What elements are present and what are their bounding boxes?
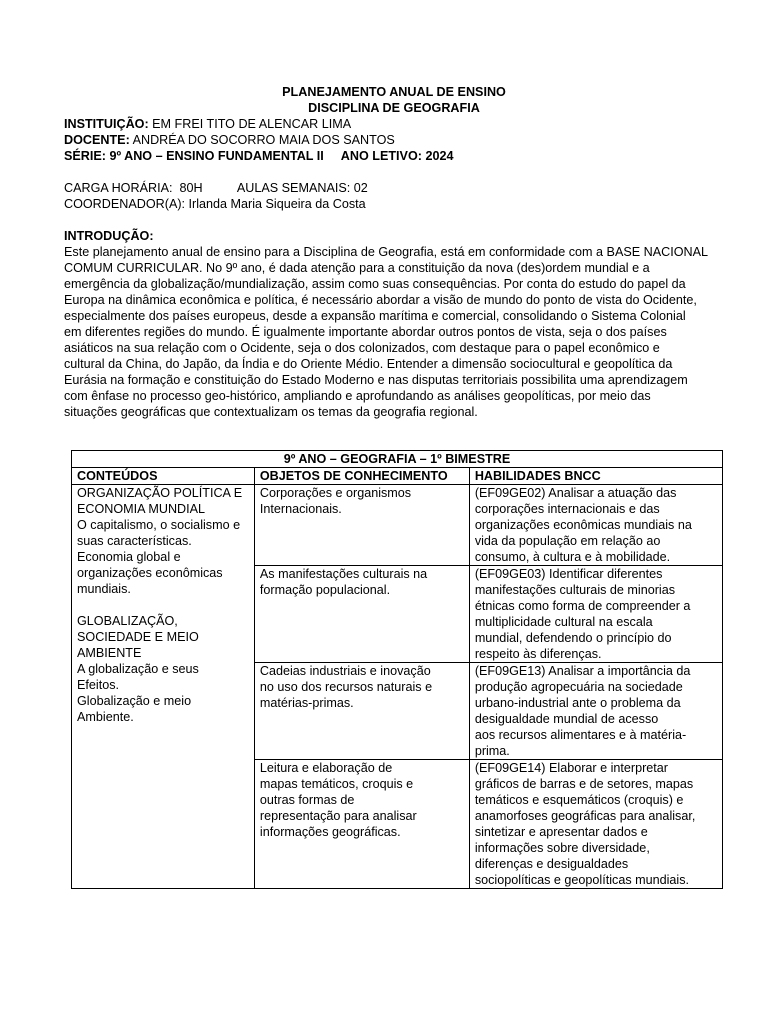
carga-horaria-line: CARGA HORÁRIA: 80H AULAS SEMANAIS: 02 (64, 181, 368, 195)
objeto-line: outras formas de (259, 793, 355, 807)
habilidade-line: aos recursos alimentares e à matéria- (474, 728, 687, 742)
habilidade-line: consumo, à cultura e à mobilidade. (474, 550, 671, 564)
conteudo-line: Economia global e (77, 550, 181, 564)
habilidade-line: sintetizar e apresentar dados e (474, 825, 648, 839)
document-page (64, 84, 724, 420)
intro-line: Eurásia na formação e constituição do Estado Moderno e nas disputas territoriais possibilita uma aprendizagem (64, 373, 688, 387)
conteudo-line: AMBIENTE (77, 646, 142, 660)
habilidade-line: produção agropecuária na sociedade (474, 680, 683, 694)
intro-line: em diferentes regiões do mundo. É igualmente importante abordar outros pontos de vista, seja o dos países (64, 325, 667, 339)
conteudo-line: Ambiente. (77, 710, 134, 724)
conteudo-line: mundiais. (77, 582, 131, 596)
objeto-cell (254, 663, 469, 760)
habilidade-line: desigualdade mundial de acesso (474, 712, 659, 726)
conteudo-line: suas características. (77, 534, 192, 548)
habilidade-line: respeito às diferenças. (474, 647, 602, 661)
coordenador-line: COORDENADOR(A): Irlanda Maria Siqueira da Costa (64, 197, 366, 211)
habilidade-line: (EF09GE02) Analisar a atuação das (474, 486, 677, 500)
objeto-line: mapas temáticos, croquis e (259, 777, 414, 791)
objeto-cell (254, 485, 469, 566)
objeto-cell (254, 566, 469, 663)
intro-line: Este planejamento anual de ensino para a Disciplina de Geografia, está em conformidade com a BASE NACIONAL (64, 245, 709, 259)
habilidade-line: temáticos e esquemáticos (croquis) e (474, 793, 684, 807)
docente-label: DOCENTE: (64, 133, 130, 147)
habilidade-line: urbano-industrial ante o problema da (474, 696, 681, 710)
intro-line: com ênfase no processo geo-histórico, ampliando e aprofundando as análises geopolíticas, por meio das (64, 389, 651, 403)
intro-paragraph (64, 244, 724, 420)
objeto-line: Leitura e elaboração de (259, 761, 393, 775)
objeto-line: matérias-primas. (259, 696, 354, 710)
intro-line: especialmente dos países europeus, desde a expansão marítima e comercial, consolidando o Sistema Colonial (64, 309, 686, 323)
instituicao-label: INSTITUIÇÃO: (64, 117, 149, 131)
objeto-line: Corporações e organismos (259, 486, 412, 500)
header-objetos: OBJETOS DE CONHECIMENTO (254, 468, 469, 485)
objeto-line: formação populacional. (259, 583, 391, 597)
habilidade-line: (EF09GE03) Identificar diferentes (474, 567, 663, 581)
intro-line: asiáticos na sua relação com o Ocidente, seja o dos colonizados, com destaque para o papel econômico e (64, 341, 660, 355)
intro-line: situações geográficas que contextualizam os temas da geografia regional. (64, 405, 478, 419)
instituicao-value: EM FREI TITO DE ALENCAR LIMA (148, 117, 352, 131)
conteudo-line: Globalização e meio (77, 694, 192, 708)
table-row (72, 485, 723, 566)
header-conteudos: CONTEÚDOS (72, 468, 255, 485)
objeto-line: informações geográficas. (259, 825, 401, 839)
habilidade-line: informações sobre diversidade, (474, 841, 650, 855)
habilidade-line: vida da população em relação ao (474, 534, 661, 548)
habilidade-line: (EF09GE13) Analisar a importância da (474, 664, 691, 678)
habilidade-line: diferenças e desigualdades (474, 857, 629, 871)
instituicao-line (64, 116, 724, 132)
habilidade-line: multiplicidade cultural na escala (474, 615, 653, 629)
document-title: PLANEJAMENTO ANUAL DE ENSINO (282, 85, 506, 99)
conteudo-line: ECONOMIA MUNDIAL (77, 502, 206, 516)
objeto-line: Cadeias industriais e inovação (259, 664, 431, 678)
document-subtitle: DISCIPLINA DE GEOGRAFIA (308, 101, 480, 115)
intro-line: cultural da China, do Japão, da Índia e do Oriente Médio. Entender a dimensão sociocultural e geopolítica da (64, 357, 673, 371)
habilidade-line: gráficos de barras e de setores, mapas (474, 777, 694, 791)
header-habilidades: HABILIDADES BNCC (469, 468, 722, 485)
conteudo-line: GLOBALIZAÇÃO, (77, 614, 178, 628)
habilidade-line: mundial, defendendo o princípio do (474, 631, 672, 645)
conteudo-line: O capitalismo, o socialismo e (77, 518, 241, 532)
habilidade-line: anamorfoses geográficas para analisar, (474, 809, 696, 823)
bimestre-table (71, 450, 723, 889)
intro-line: Europa na dinâmica econômica e política, é necessário abordar a visão de mundo do ponto de vista do Ocidente, (64, 293, 697, 307)
conteudo-line: ORGANIZAÇÃO POLÍTICA E (77, 486, 243, 500)
habilidade-line: manifestações culturais de minorias (474, 583, 676, 597)
serie-line: SÉRIE: 9º ANO – ENSINO FUNDAMENTAL II ANO LETIVO: 2024 (64, 149, 454, 163)
objeto-cell (254, 760, 469, 889)
habilidade-cell (469, 760, 722, 889)
habilidade-line: organizações econômicas mundiais na (474, 518, 692, 532)
habilidade-cell (469, 566, 722, 663)
habilidade-cell (469, 663, 722, 760)
habilidade-line: (EF09GE14) Elaborar e interpretar (474, 761, 669, 775)
intro-line: emergência da globalização/mundialização, assim como suas consequências. Por conta do estudo do papel da (64, 277, 686, 291)
table-title: 9º ANO – GEOGRAFIA – 1º BIMESTRE (72, 451, 723, 468)
docente-value: ANDRÉA DO SOCORRO MAIA DOS SANTOS (129, 133, 395, 147)
habilidade-line: étnicas como forma de compreender a (474, 599, 691, 613)
conteudo-line: A globalização e seus (77, 662, 199, 676)
habilidade-line: sociopolíticas e geopolíticas mundiais. (474, 873, 690, 887)
conteudo-line: organizações econômicas (77, 566, 223, 580)
objeto-line: As manifestações culturais na (259, 567, 428, 581)
conteudo-line: Efeitos. (77, 678, 119, 692)
habilidade-line: prima. (474, 744, 510, 758)
objeto-line: no uso dos recursos naturais e (259, 680, 433, 694)
habilidade-cell (469, 485, 722, 566)
intro-line: COMUM CURRICULAR. No 9º ano, é dada atenção para a constituição da nova (des)ordem mundial e a (64, 261, 650, 275)
habilidade-line: corporações internacionais e das (474, 502, 660, 516)
objeto-line: representação para analisar (259, 809, 417, 823)
intro-heading: INTRODUÇÃO: (64, 229, 154, 243)
conteudo-line: SOCIEDADE E MEIO (77, 630, 199, 644)
objeto-line: Internacionais. (259, 502, 342, 516)
conteudos-cell (72, 485, 255, 889)
docente-line (64, 132, 724, 148)
